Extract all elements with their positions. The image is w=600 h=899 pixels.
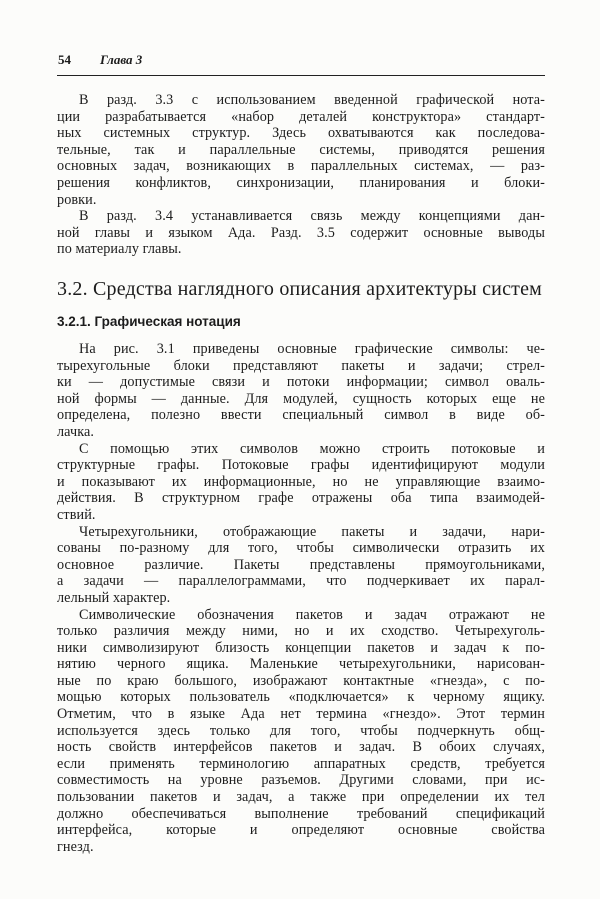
text-line: ровки. <box>57 191 97 208</box>
text-line: Четырехугольники, отображающие пакеты и задачи, нари- <box>79 523 545 540</box>
text-line: ные по краю большого, изображают контактные «гнезда», с по- <box>57 672 545 689</box>
text-line: структурные графы. Потоковые графы идентифицируют модули <box>57 457 545 474</box>
text-line: ной формы — данные. Для модулей, сущность которых еще не <box>57 390 545 407</box>
text-line: решения конфликтов, синхронизации, планирования и блоки- <box>57 174 545 191</box>
page-number: 54 <box>58 52 71 67</box>
text-line: основное различие. Пакеты представлены прямоугольниками, <box>57 556 545 573</box>
text-line: ной главы и языком Ада. Разд. 3.5 содержит основные выводы <box>57 224 545 241</box>
text-line: В разд. 3.4 устанавливается связь между концепциями дан- <box>79 208 545 225</box>
text-line: пользовании пакетов и задач, а также при определении их тел <box>57 789 545 806</box>
text-line: нятию черного ящика. Маленькие четырехугольники, нарисован- <box>57 656 545 673</box>
text-line: тельные, так и параллельные системы, приводятся решения <box>57 141 545 158</box>
text-line: С помощью этих символов можно строить потоковые и <box>79 440 545 457</box>
running-header <box>58 52 143 68</box>
paragraph <box>57 341 545 441</box>
text-line: определена, полезно ввести специальный символ в виде об- <box>57 407 545 424</box>
text-line: Отметим, что в языке Ада нет термина «гнездо». Этот термин <box>57 706 545 723</box>
text-line: основных задач, возникающих в параллельных системах, — раз- <box>57 158 545 175</box>
text-line: а задачи — параллелограммами, что подчеркивает их парал- <box>57 573 545 590</box>
intro-text <box>57 92 545 258</box>
chapter-title: Глава 3 <box>100 52 143 67</box>
text-line: и показывают их информационные, но не управляющие взаимо- <box>57 473 545 490</box>
paragraph <box>57 607 545 856</box>
text-line: В разд. 3.3 с использованием введенной графической нота- <box>79 92 545 108</box>
text-line: гнезд. <box>57 838 94 855</box>
paragraph <box>57 524 545 607</box>
paragraph <box>57 441 545 524</box>
body-text <box>57 341 545 855</box>
text-line: должно обеспечиваться выполнение требований спецификаций <box>57 805 545 822</box>
text-line: ных системных структур. Здесь охватываются как последова- <box>57 125 545 142</box>
header-rule <box>57 75 545 76</box>
text-line: ки — допустимые связи и потоки информации; символ оваль- <box>57 374 545 391</box>
text-line: ствий. <box>57 506 96 523</box>
text-line: действия. В структурном графе отражены оба типа взаимодей- <box>57 490 545 507</box>
text-line: интерфейса, которые и определяют основные свойства <box>57 822 545 839</box>
text-line: Символические обозначения пакетов и задач отражают не <box>79 606 545 623</box>
text-line: только различия между ними, но и их сходство. Четырехуголь- <box>57 623 545 640</box>
text-line: по материалу главы. <box>57 241 182 258</box>
text-line: тырехугольные блоки представляют пакеты и задачи; стрел- <box>57 357 545 374</box>
text-line: лельный характер. <box>57 589 171 606</box>
text-line: ции разрабатывается «набор деталей конструктора» стандарт- <box>57 108 545 125</box>
text-line: На рис. 3.1 приведены основные графические символы: че- <box>79 341 545 357</box>
subsection-heading: 3.2.1. Графическая нотация <box>57 314 241 329</box>
section-heading: 3.2. Средства наглядного описания архитектуры систем <box>57 278 543 300</box>
text-line: мощью которых пользователь «подключается» к черному ящику. <box>57 689 545 706</box>
paragraph <box>57 92 545 208</box>
text-line: используется здесь только для того, чтобы подчеркнуть общ- <box>57 722 545 739</box>
paragraph <box>57 208 545 258</box>
text-line: совместимость на уровне разъемов. Другими словами, при ис- <box>57 772 545 789</box>
text-line: сованы по-разному для того, чтобы символически отразить их <box>57 540 545 557</box>
text-line: ники символизируют близость концепции пакетов и задач к по- <box>57 639 545 656</box>
text-line: ность свойств интерфейсов пакетов и задач. В обоих случаях, <box>57 739 545 756</box>
text-line: если применять терминологию аппаратных средств, требуется <box>57 755 545 772</box>
text-line: лачка. <box>57 423 95 440</box>
